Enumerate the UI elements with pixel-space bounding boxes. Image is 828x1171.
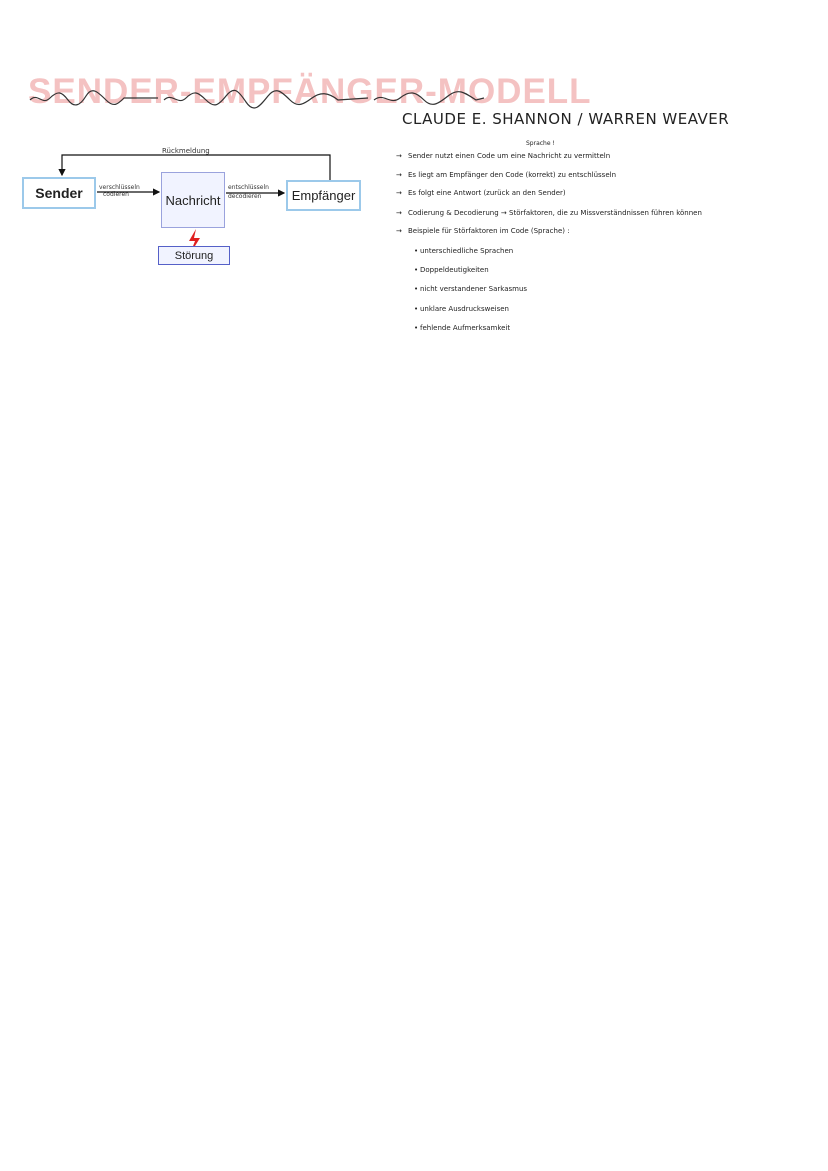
noise-box: Störung xyxy=(158,246,230,265)
bullet-icon: • xyxy=(414,266,419,274)
sender-box: Sender xyxy=(22,177,96,209)
bullet-icon: • xyxy=(414,305,419,313)
authors-heading: CLAUDE E. SHANNON / WARREN WEAVER xyxy=(402,110,730,128)
feedback-label: Rückmeldung xyxy=(162,147,210,155)
diagram-arrows xyxy=(0,0,828,300)
encode-label-top: verschlüsseln xyxy=(99,184,140,191)
encode-label-bottom: codieren xyxy=(103,191,129,198)
example-item: • nicht verstandener Sarkasmus xyxy=(414,285,528,293)
example-item: • unterschiedliche Sprachen xyxy=(414,247,514,255)
arrow-icon: → xyxy=(396,152,402,160)
example-item: • unklare Ausdrucksweisen xyxy=(414,305,509,313)
page-title: SENDER-EMPFÄNGER-MODELL xyxy=(28,72,592,111)
bullet-icon: • xyxy=(414,285,419,293)
decode-label-bottom: decodieren xyxy=(228,193,262,200)
example-item: • Doppeldeutigkeiten xyxy=(414,266,489,274)
note-item: → Es folgt eine Antwort (zurück an den Sender) xyxy=(396,189,566,197)
bullet-icon: • xyxy=(414,247,419,255)
decode-label-top: entschlüsseln xyxy=(228,184,269,191)
arrow-icon: → xyxy=(396,171,402,179)
arrow-icon: → xyxy=(396,209,402,217)
arrow-icon: → xyxy=(396,227,402,235)
sprache-annotation: Sprache ! xyxy=(526,140,555,147)
communication-diagram xyxy=(0,0,828,300)
example-item: • fehlende Aufmerksamkeit xyxy=(414,324,511,332)
arrow-icon: → xyxy=(396,189,402,197)
bullet-icon: • xyxy=(414,324,419,332)
note-item: → Es liegt am Empfänger den Code (korrekt) zu entschlüsseln xyxy=(396,171,617,179)
receiver-box: Empfänger xyxy=(286,180,361,211)
message-box: Nachricht xyxy=(161,172,225,228)
note-item: → Codierung & Decodierung → Störfaktoren, die zu Missverständnissen führen können xyxy=(396,209,702,217)
note-item: → Sender nutzt einen Code um eine Nachricht zu vermitteln xyxy=(396,152,611,160)
note-item: → Beispiele für Störfaktoren im Code (Sprache) : xyxy=(396,227,570,235)
